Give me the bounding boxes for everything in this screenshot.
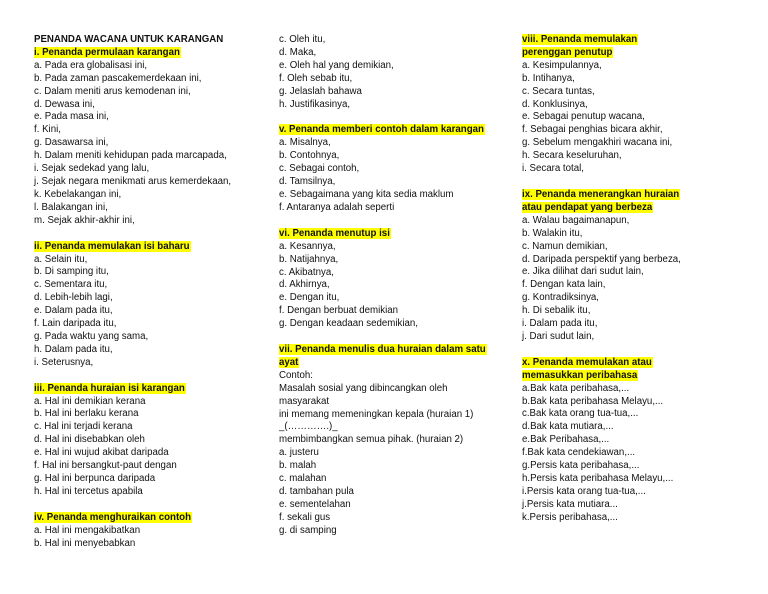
section-block [522,34,742,176]
section-block [34,499,270,551]
list-item: g. Pada waktu yang sama, [34,330,149,342]
list-item: f. sekali gus [279,511,331,523]
list-item: l. Balakangan ini, [34,201,108,213]
list-item: e. Jika dilihat dari sudut lain, [522,266,644,278]
list-item: a. Hal ini demikian kerana [34,395,146,407]
list-item: f. Sebagai penghias bicara akhir, [522,124,663,136]
section-heading-line [522,202,742,215]
list-item: b.Bak kata peribahasa Melayu,... [522,395,664,407]
list-item: Masalah sosial yang dibincangkan oleh [279,382,448,394]
list-item: c. malahan [279,473,327,485]
list-item: a. Kesannya, [279,240,336,252]
section-heading-text: ix. Penanda menerangkan huraian [522,188,680,200]
list-item: d. tambahan pula [279,486,354,497]
document-title: PENANDA WACANA UNTUK KARANGAN [34,34,224,45]
list-item: a.Bak kata peribahasa,... [522,382,630,394]
section-heading-text: iv. Penanda menghuraikan contoh [34,511,191,523]
section-heading-line [522,370,742,383]
column-3 [522,34,742,525]
list-item: h. Justifikasinya, [279,98,351,110]
list-item: m. Sejak akhir-akhir ini, [34,214,135,226]
column-2 [279,34,509,538]
list-item: j.Persis kata mutiara... [522,498,618,510]
section-heading-line [34,47,270,60]
section-heading-text: memasukkan peribahasa [522,369,638,381]
list-item: f. Hal ini bersangkut-paut dengan [34,460,177,472]
section-heading-text: vi. Penanda menutup isi [279,227,390,239]
list-item: _(………….)_ [279,421,338,433]
section-block [34,34,270,228]
list-item: c.Bak kata orang tua-tua,... [522,408,639,420]
list-item: e. Sebagai penutup wacana, [522,111,645,123]
section-heading-text: vii. Penanda menulis dua huraian dalam satu [279,344,486,356]
list-item: h. Hal ini tercetus apabila [34,485,143,497]
list-item: a. justeru [279,447,319,459]
list-item: ini memang memeningkan kepala (huraian 1) [279,408,474,420]
list-item: c. Secara tuntas, [522,85,595,97]
list-item: h. Dalam pada itu, [34,343,113,355]
section-spacer [522,176,742,189]
list-item: d. Maka, [279,46,317,58]
list-item: i. Seterusnya, [34,356,94,368]
list-item: d. Akhirnya, [279,279,330,291]
section-spacer [522,344,742,357]
list-item: e. Hal ini wujud akibat daripada [34,447,169,459]
list-item: a. Selain itu, [34,253,88,265]
list-item: c. Oleh itu, [279,34,326,45]
list-item: c. Namun demikian, [522,240,608,252]
list-item: e. sementelahan [279,498,351,510]
list-item: h. Dalam meniti kehidupan pada marcapada, [34,150,227,162]
list-item: Contoh: [279,369,313,381]
section-spacer [34,499,270,512]
list-item: f. Lain daripada itu, [34,318,117,330]
list-item: i.Persis kata orang tua-tua,... [522,485,646,497]
list-item: i. Dalam pada itu, [522,318,598,330]
list-item: a. Kesimpulannya, [522,59,602,71]
list-item: f. Dengan berbuat demikian [279,305,399,317]
list-item: f. Kini, [34,124,61,136]
section-heading-text: x. Penanda memulakan atau [522,356,652,368]
list-item: h. Di sebalik itu, [522,305,591,317]
list-item: a. Pada era globalisasi ini, [34,59,148,71]
list-item: d. Daripada perspektif yang berbeza, [522,253,681,265]
list-item: a. Hal ini mengakibatkan [34,524,141,536]
list-item: e.Bak Peribahasa,... [522,434,610,446]
list-item: c. Sebagai contoh, [279,163,360,175]
section-block [522,176,742,344]
list-item: masyarakat [279,395,330,407]
list-item: g. Kontradiksinya, [522,292,600,304]
list-item: e. Dalam pada itu, [34,305,113,317]
section-block [279,215,509,331]
section-heading-line [279,357,509,370]
section-heading-text: ii. Penanda memulakan isi baharu [34,240,190,252]
section-block [522,344,742,525]
section-heading-text: iii. Penanda huraian isi karangan [34,382,185,394]
list-item: i. Sejak sedekad yang lalu, [34,163,150,175]
section-spacer [279,215,509,228]
list-item: d. Lebih-lebih lagi, [34,292,113,304]
list-item: e. Dengan itu, [279,292,340,304]
list-item: a. Misalnya, [279,137,331,149]
list-item: f. Antaranya adalah seperti [279,201,395,213]
list-item: k. Kebelakangan ini, [34,188,122,200]
list-item: e. Oleh hal yang demikian, [279,59,394,71]
list-item: g. Hal ini berpunca daripada [34,473,156,484]
section-block [279,34,509,111]
list-item: g.Persis kata peribahasa,... [522,460,640,472]
list-item: g. Sebelum mengakhiri wacana ini, [522,137,673,149]
section-heading-line [522,47,742,60]
section-spacer [34,370,270,383]
list-item: membimbangkan semua pihak. (huraian 2) [279,434,464,446]
section-block [279,111,509,214]
section-heading-line [34,241,270,254]
list-item: g. Jelaslah bahawa [279,85,362,97]
list-item: b. Hal ini menyebabkan [34,537,136,549]
list-item: h. Secara keseluruhan, [522,150,622,162]
list-item: c. Akibatnya, [279,266,334,278]
section-heading-line [34,512,270,525]
list-item: b. Intihanya, [522,72,575,84]
list-item: k.Persis peribahasa,... [522,511,618,523]
list-item: j. Dari sudut lain, [522,330,595,342]
section-heading-line [522,189,742,202]
list-item: g. Dengan keadaan sedemikian, [279,318,418,330]
list-item: a. Walau bagaimanapun, [522,214,630,226]
list-item: c. Dalam meniti arus kemodenan ini, [34,85,191,97]
list-item: d.Bak kata mutiara,... [522,421,614,433]
section-heading-text: viii. Penanda memulakan [522,34,638,45]
list-item: j. Sejak negara menikmati arus kemerdekaan, [34,175,232,187]
section-spacer [279,111,509,124]
list-item: d. Dewasa ini, [34,98,95,110]
column-1 [34,34,270,551]
section-spacer [279,331,509,344]
section-heading-line [279,124,509,137]
section-heading-text: v. Penanda memberi contoh dalam karangan [279,124,484,136]
section-heading-text: i. Penanda permulaan karangan [34,46,180,58]
list-item: d. Konklusinya, [522,98,588,110]
list-item: h.Persis kata peribahasa Melayu,... [522,473,674,484]
list-item: e. Sebagaimana yang kita sedia maklum [279,188,454,200]
section-block [279,331,509,538]
list-item: b. Contohnya, [279,150,340,162]
section-spacer [34,228,270,241]
list-item: b. Pada zaman pascakemerdekaan ini, [34,72,202,84]
section-heading-line [279,228,509,241]
list-item: b. Walakin itu, [522,227,583,239]
list-item: b. Natijahnya, [279,253,339,265]
list-item: i. Secara total, [522,163,584,175]
section-heading-text: atau pendapat yang berbeza [522,201,653,213]
list-item: f.Bak kata cendekiawan,... [522,447,636,459]
section-heading-text: perenggan penutup [522,46,613,58]
list-item: d. Tamsilnya, [279,176,336,188]
list-item: g. di samping [279,524,337,536]
list-item: b. Di samping itu, [34,266,109,278]
list-item: g. Dasawarsa ini, [34,137,109,149]
section-block [34,370,270,499]
list-item: c. Sementara itu, [34,279,108,291]
section-heading-line [34,383,270,396]
section-heading-line [522,357,742,370]
section-heading-text: ayat [279,356,299,368]
section-heading-line [279,344,509,357]
list-item: b. Hal ini berlaku kerana [34,408,139,420]
list-item: d. Hal ini disebabkan oleh [34,434,145,446]
list-item: b. malah [279,460,317,472]
list-item: e. Pada masa ini, [34,111,109,123]
list-item: f. Oleh sebab itu, [279,72,353,84]
list-item: c. Hal ini terjadi kerana [34,421,133,433]
section-block [34,228,270,370]
list-item: f. Dengan kata lain, [522,279,606,291]
section-heading-line [522,34,742,47]
